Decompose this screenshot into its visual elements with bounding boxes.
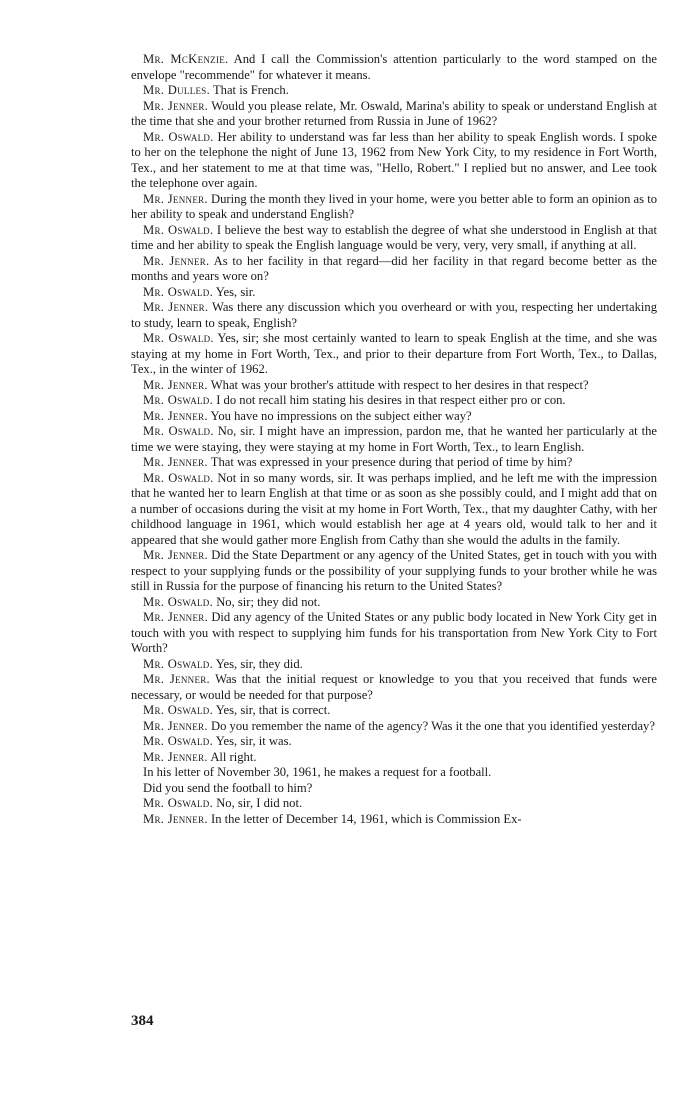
- speaker-label: Mr. Jenner.: [143, 300, 209, 314]
- speaker-label: Mr. Oswald.: [143, 222, 214, 237]
- transcript-paragraph: [131, 471, 657, 549]
- transcript-paragraph: [131, 703, 657, 719]
- speaker-label: Mr. Oswald.: [143, 594, 214, 609]
- transcript-paragraph: [131, 378, 657, 394]
- speaker-label: Mr. Oswald.: [143, 331, 214, 345]
- speaker-label: Mr. Jenner.: [143, 548, 208, 562]
- paragraph-text: In his letter of November 30, 1961, he makes a request for a football.: [143, 765, 492, 779]
- paragraph-text: Yes, sir, they did.: [213, 656, 303, 671]
- speaker-label: Mr. Oswald.: [143, 703, 214, 717]
- speaker-label: Mr. Oswald.: [143, 284, 214, 299]
- transcript-paragraph: [131, 83, 657, 99]
- paragraph-text: I do not recall him stating his desires in that respect either pro or con.: [213, 393, 566, 407]
- speaker-label: Mr. Jenner.: [143, 718, 208, 733]
- speaker-label: Mr. Oswald.: [143, 424, 214, 438]
- speaker-label: Mr. Jenner.: [143, 672, 211, 686]
- paragraph-text: No, sir; they did not.: [213, 594, 321, 609]
- transcript-paragraph: [131, 455, 657, 471]
- transcript-paragraph: [131, 424, 657, 455]
- transcript-paragraph: [131, 672, 657, 703]
- speaker-label: Mr. Oswald.: [143, 656, 214, 671]
- paragraph-text: All right.: [207, 749, 257, 764]
- transcript-paragraph: [131, 254, 657, 285]
- paragraph-text: Would you please relate, Mr. Oswald, Marina's ability to speak or understand English at the time that she and your brother returned from Russia in June of 1962?: [131, 98, 657, 128]
- transcript-paragraph: [131, 192, 657, 223]
- paragraph-text: And I call the Commission's attention particularly to the word stamped on the envelope "recommende" for whatever it means.: [131, 52, 657, 82]
- speaker-label: Mr. Jenner.: [143, 811, 208, 826]
- paragraph-text: I believe the best way to establish the degree of what she understood in English at that time and her ability to speak the English language would be very, very, very small, if anything at all.: [131, 222, 657, 252]
- transcript-paragraph: [131, 595, 657, 611]
- speaker-label: Mr. Oswald.: [143, 129, 214, 144]
- speaker-label: Mr. Jenner.: [143, 98, 209, 113]
- transcript-paragraph: [131, 750, 657, 766]
- transcript-paragraph: [131, 99, 657, 130]
- transcript-paragraph: [131, 796, 657, 812]
- paragraph-text: Yes, sir.: [213, 284, 256, 299]
- speaker-label: Mr. Oswald.: [143, 734, 214, 748]
- page-number: 384: [131, 1013, 154, 1029]
- transcript-paragraph: [131, 300, 657, 331]
- transcript-paragraph: [131, 657, 657, 673]
- transcript-paragraph: [131, 130, 657, 192]
- paragraph-text: Did you send the football to him?: [143, 780, 313, 795]
- transcript-paragraph: [131, 719, 657, 735]
- transcript-paragraph: [131, 331, 657, 378]
- paragraph-text: In the letter of December 14, 1961, which is Commission Ex-: [207, 811, 522, 826]
- paragraph-text: What was your brother's attitude with respect to her desires in that respect?: [207, 377, 589, 392]
- paragraph-text: That is French.: [210, 83, 289, 97]
- speaker-label: Mr. Jenner.: [143, 749, 208, 764]
- speaker-label: Mr. McKenzie.: [143, 52, 229, 66]
- transcript-paragraph: [131, 765, 657, 781]
- paragraph-text: As to her facility in that regard—did her facility in that regard become better as the months and years wore on?: [131, 253, 657, 283]
- speaker-label: Mr. Jenner.: [143, 610, 209, 624]
- paragraph-text: Yes, sir; she most certainly wanted to learn to speak English at the time, and she was staying at my home in Fort Worth, Tex., and prior to their departure from Fort Worth, Tex., to Dallas, Tex., in the winter of 1962.: [131, 331, 657, 376]
- transcript-paragraph: [131, 734, 657, 750]
- speaker-label: Mr. Jenner.: [143, 377, 208, 392]
- paragraph-text: During the month they lived in your home, were you better able to form an opinion as to her ability to speak and understand English?: [131, 191, 657, 221]
- paragraph-text: Yes, sir, it was.: [213, 734, 292, 748]
- transcript-paragraph: [131, 781, 657, 797]
- paragraph-text: That was expressed in your presence during that period of time by him?: [207, 455, 573, 469]
- transcript-paragraph: [131, 285, 657, 301]
- paragraph-text: Was there any discussion which you overheard or with you, respecting her undertaking to study, learn to speak, English?: [131, 300, 657, 330]
- paragraph-text: No, sir. I might have an impression, pardon me, that he wanted her particularly at the time we were staying, they were staying at my home in Fort Worth, Tex., to learn English.: [131, 424, 657, 454]
- paragraph-text: Yes, sir, that is correct.: [213, 703, 331, 717]
- transcript-paragraph: [131, 52, 657, 83]
- speaker-label: Mr. Oswald.: [143, 796, 214, 810]
- speaker-label: Mr. Oswald.: [143, 470, 214, 485]
- transcript-paragraph: [131, 393, 657, 409]
- paragraph-text: You have no impressions on the subject either way?: [207, 408, 472, 423]
- transcript-body: [131, 52, 657, 827]
- paragraph-text: Did the State Department or any agency of the United States, get in touch with you with respect to your supplying funds or the possibility of your supplying funds to your brother while he was still in Russia for the purpose of financing his return to the United States?: [131, 548, 657, 593]
- paragraph-text: No, sir, I did not.: [213, 796, 303, 810]
- paragraph-text: Do you remember the name of the agency? Was it the one that you identified yesterday?: [207, 718, 655, 733]
- speaker-label: Mr. Oswald.: [143, 393, 214, 407]
- paragraph-text: Not in so many words, sir. It was perhaps implied, and he left me with the impression that he wanted her to learn English at that time or as soon as she possibly could, and I might add that on a number of occasions during the visit at my home in Fort Worth, Tex., that my daughter Cathy, with her childhood language in 1961, which would establish her age at 4 years old, would talk to her and it appeared that she would gather more English from Cathy than she would the adults in the family.: [131, 470, 658, 547]
- transcript-paragraph: [131, 610, 657, 657]
- transcript-paragraph: [131, 812, 657, 828]
- paragraph-text: Did any agency of the United States or any public body located in New York City get in touch with you with respect to supplying him funds for his transportation from New York City to Fort Worth?: [131, 610, 657, 655]
- transcript-paragraph: [131, 409, 657, 425]
- speaker-label: Mr. Jenner.: [143, 455, 208, 469]
- speaker-label: Mr. Jenner.: [143, 253, 210, 268]
- transcript-paragraph: [131, 223, 657, 254]
- speaker-label: Mr. Jenner.: [143, 408, 208, 423]
- transcript-paragraph: [131, 548, 657, 595]
- speaker-label: Mr. Jenner.: [143, 191, 208, 206]
- paragraph-text: Her ability to understand was far less than her ability to speak English words. I spoke to her on the telephone the night of June 13, 1962 from New York City, to my residence in Fort Worth, Tex., and her statement to me at that time was, "Hello, Robert." I replied but no answer, and Lee took the telephone over again.: [131, 129, 657, 190]
- speaker-label: Mr. Dulles.: [143, 83, 211, 97]
- paragraph-text: Was that the initial request or knowledge to you that you received that funds were necessary, or would be needed for that purpose?: [131, 672, 657, 702]
